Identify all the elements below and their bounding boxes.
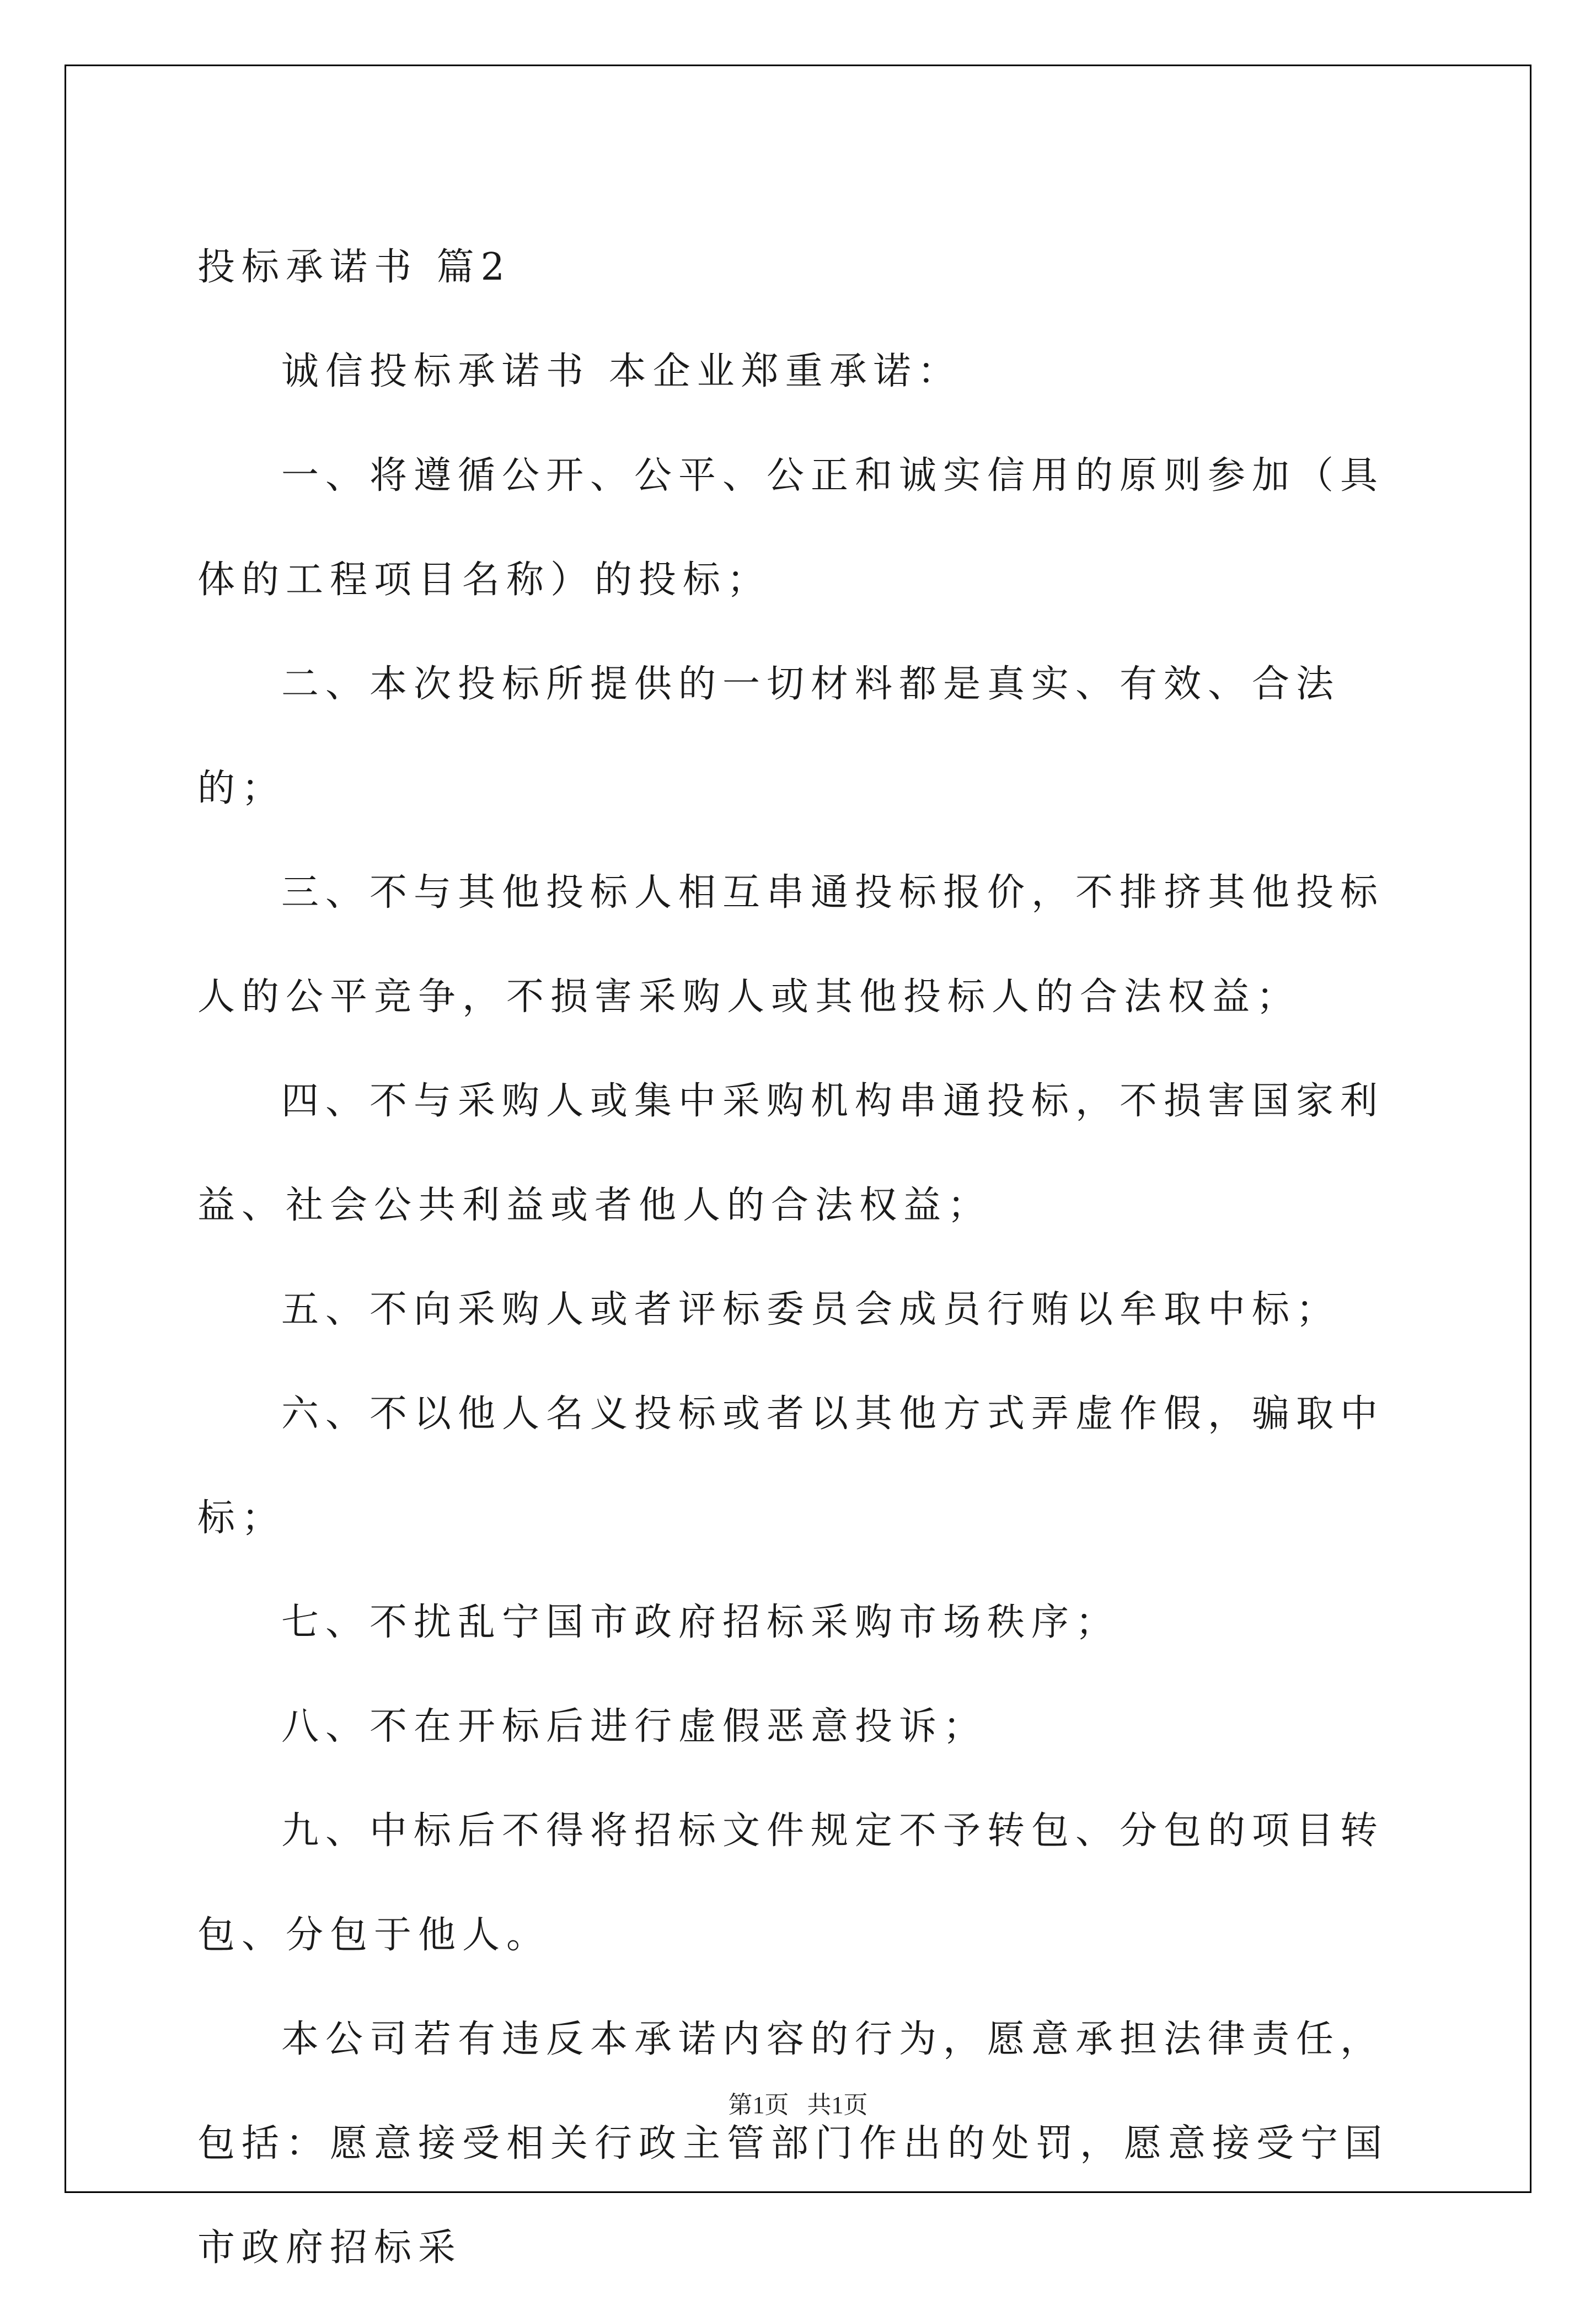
paragraph-item-7: 七、不扰乱宁国市政府招标采购市场秩序； — [281, 1601, 1120, 1644]
paragraph-item-5: 五、不向采购人或者评标委员会成员行贿以牟取中标； — [281, 1288, 1341, 1331]
document-heading: 投标承诺书 篇2 — [197, 245, 511, 289]
document-body — [197, 215, 1405, 2300]
paragraph-item-4: 四、不与采购人或集中采购机构串通投标，不损害国家利益、社会公共利益或者他人的合法权益； — [197, 1079, 1385, 1227]
paragraph-item-1: 一、将遵循公开、公平、公正和诚实信用的原则参加（具体的工程项目名称）的投标； — [197, 454, 1385, 602]
paragraph-item-6: 六、不以他人名义投标或者以其他方式弄虚作假，骗取中标； — [197, 1392, 1385, 1540]
paragraph-item-9: 九、中标后不得将招标文件规定不予转包、分包的项目转包、分包于他人。 — [197, 1809, 1385, 1957]
page-footer: 第1页 共1页 — [728, 2092, 868, 2119]
paragraph-liability: 本公司若有违反本承诺内容的行为，愿意承担法律责任，包括：愿意接受相关行政主管部门作出的处罚，愿意接受宁国市政府招标采 — [197, 2018, 1389, 2270]
paragraph-item-2: 二、本次投标所提供的一切材料都是真实、有效、合法的； — [197, 662, 1341, 810]
paragraph-intro: 诚信投标承诺书 本企业郑重承诺： — [281, 350, 962, 393]
paragraph-item-3: 三、不与其他投标人相互串通投标报价，不排挤其他投标人的公平竞争，不损害采购人或其他投标人的合法权益； — [197, 871, 1385, 1019]
paragraph-item-8: 八、不在开标后进行虚假恶意投诉； — [281, 1705, 988, 1748]
